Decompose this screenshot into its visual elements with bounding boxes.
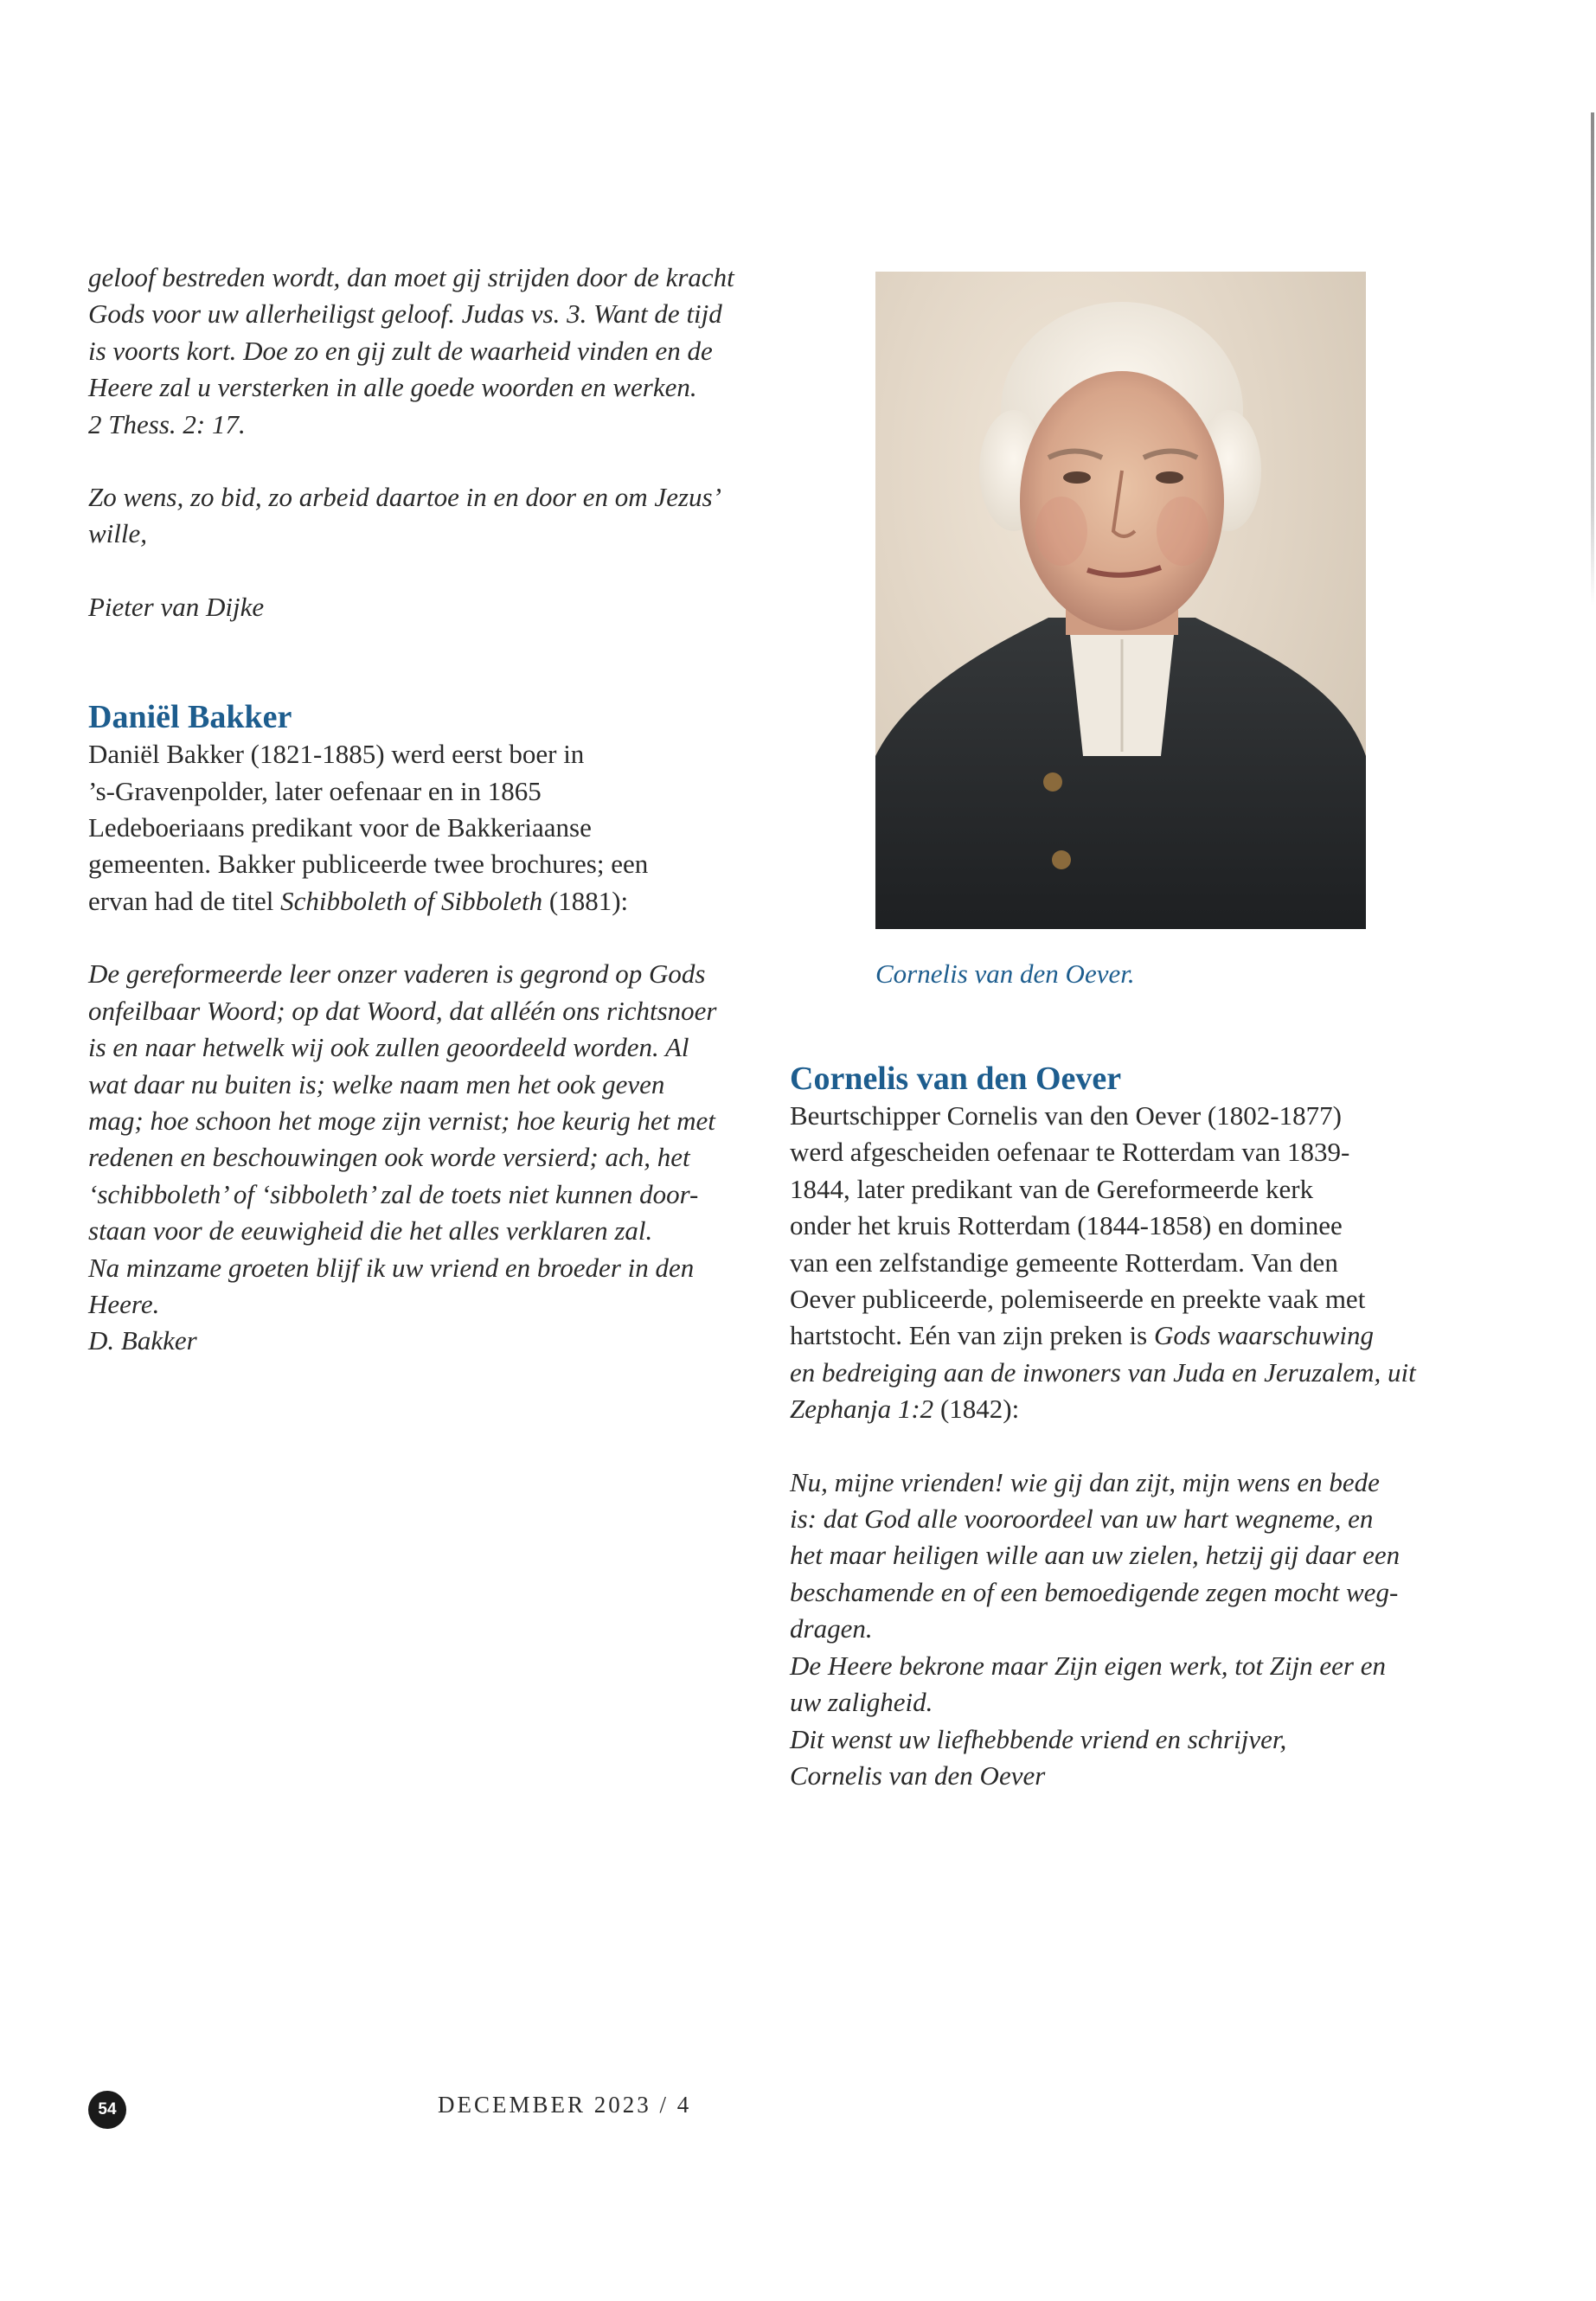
intro-line [88, 883, 763, 920]
section-heading-bakker: Daniël Bakker [88, 699, 292, 736]
van-den-oever-intro [790, 1098, 1460, 1428]
quote-line: 2 Thess. 2: 17. [88, 408, 246, 439]
quote-line: Dit wenst uw liefhebbende vriend en schrijver, [790, 1723, 1287, 1754]
bakker-intro [88, 736, 763, 920]
quote-line: dragen. [790, 1613, 873, 1644]
intro-line: 1844, later predikant van de Gereformeerde kerk [790, 1173, 1314, 1204]
quote-line: De Heere bekrone maar Zijn eigen werk, tot Zijn eer en [790, 1650, 1387, 1681]
intro-line [790, 1317, 1460, 1354]
intro-line: gemeenten. Bakker publiceerde twee brochures; een [88, 849, 649, 880]
quote-line: Cornelis van den Oever [790, 1759, 1046, 1791]
intro-line: onder het kruis Rotterdam (1844-1858) en dominee [790, 1210, 1343, 1241]
sermon-title: Gods waarschuwing [1153, 1320, 1375, 1351]
wish-line: Zo wens, zo bid, zo arbeid daartoe in en door en om Jezus’ [88, 482, 721, 513]
sermon-title: Zephanja 1:2 [790, 1394, 934, 1425]
intro-line: Beurtschipper Cornelis van den Oever (1802-1877) [790, 1100, 1342, 1131]
quote-line: D. Bakker [88, 1325, 197, 1356]
intro-line: Ledeboeriaans predikant voor de Bakkeriaanse [88, 812, 592, 843]
quote-line: is voorts kort. Doe zo en gij zult de waarheid vinden en de [88, 335, 713, 366]
intro-text: hartstocht. Eén van zijn preken is [790, 1320, 1154, 1351]
quote-line: Heere. [88, 1288, 160, 1319]
intro-text: ervan had de titel [88, 885, 281, 916]
sermon-title-line: en bedreiging aan de inwoners van Juda en Jeruzalem, uit [790, 1356, 1416, 1388]
quote-line: beschamende en of een bemoedigende zegen mocht weg- [790, 1576, 1399, 1607]
intro-line [790, 1391, 1460, 1427]
quote-line: Gods voor uw allerheiligst geloof. Judas vs. 3. Want de tijd [88, 298, 722, 330]
intro-line: werd afgescheiden oefenaar te Rotterdam van 1839- [790, 1137, 1350, 1168]
closing-quote [88, 260, 763, 625]
quote-line: De gereformeerde leer onzer vaderen is gegrond op Gods [88, 958, 706, 990]
quote-line: Na minzame groeten blijf ik uw vriend en broeder in den [88, 1252, 695, 1283]
quote-line: is: dat God alle vooroordeel van uw hart wegneme, en [790, 1503, 1374, 1535]
quote-line: is en naar hetwelk wij ook zullen geoordeeld worden. Al [88, 1032, 689, 1063]
quote-line: redenen en beschouwingen ook worde versierd; ach, het [88, 1142, 690, 1173]
intro-text: (1881): [542, 885, 629, 916]
intro-line: Oever publiceerde, polemiseerde en preekte vaak met [790, 1284, 1366, 1315]
photo-caption: Cornelis van den Oever. [875, 958, 1135, 989]
page-number: 54 [88, 2091, 126, 2129]
quote-line: uw zaligheid. [790, 1687, 933, 1718]
section-heading-van-den-oever: Cornelis van den Oever [790, 1061, 1122, 1097]
intro-text: (1842): [933, 1394, 1020, 1425]
intro-line: van een zelfstandige gemeente Rotterdam. Van den [790, 1247, 1338, 1278]
signature: Pieter van Dijke [88, 591, 265, 622]
bakker-quote [88, 956, 763, 1359]
left-column [88, 260, 763, 1360]
portrait-photo [875, 272, 1366, 929]
right-column [790, 1060, 1460, 1794]
intro-line: ’s-Gravenpolder, later oefenaar en in 1865 [88, 775, 542, 806]
quote-line: onfeilbaar Woord; op dat Woord, dat alléén ons richtsnoer [88, 995, 717, 1026]
quote-line: het maar heiligen wille aan uw zielen, hetzij gij daar een [790, 1540, 1401, 1571]
wish-line: wille, [88, 518, 148, 549]
issue-label: DECEMBER 2023 / 4 [438, 2092, 692, 2118]
brochure-title: Schibboleth of Sibboleth [280, 885, 543, 916]
quote-line: mag; hoe schoon het moge zijn vernist; hoe keurig het met [88, 1105, 715, 1136]
quote-line: staan voor de eeuwigheid die het alles verklaren zal. [88, 1215, 653, 1247]
van-den-oever-quote [790, 1465, 1460, 1795]
quote-line: ‘schibboleth’ of ‘sibboleth’ zal de toets niet kunnen door- [88, 1178, 699, 1209]
intro-line: Daniël Bakker (1821-1885) werd eerst boer in [88, 739, 585, 770]
quote-line: Heere zal u versterken in alle goede woorden en werken. [88, 372, 697, 403]
quote-line: Nu, mijne vrienden! wie gij dan zijt, mijn wens en bede [790, 1466, 1380, 1497]
quote-line: geloof bestreden wordt, dan moet gij strijden door de kracht [88, 262, 734, 292]
quote-line: wat daar nu buiten is; welke naam men het ook geven [88, 1068, 665, 1099]
page-edge-line [1591, 112, 1594, 606]
